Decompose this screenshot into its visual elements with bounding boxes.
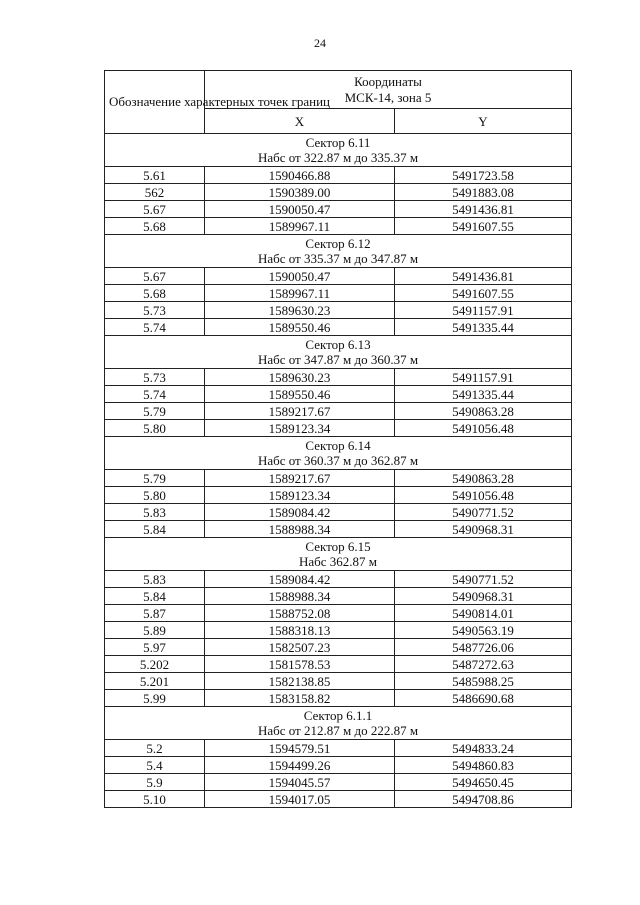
point-id-cell: 5.83	[105, 571, 205, 588]
x-coordinate-cell: 1594045.57	[205, 774, 395, 791]
sector-title: Сектор 6.15	[305, 539, 371, 554]
sector-header-row	[105, 707, 572, 740]
table-row	[105, 167, 572, 184]
x-coordinate-cell: 1594017.05	[205, 791, 395, 808]
sector-title: Сектор 6.13	[305, 337, 371, 352]
table-row	[105, 605, 572, 622]
point-id-cell: 5.89	[105, 622, 205, 639]
sector-header-cell	[105, 538, 572, 571]
sector-header-row	[105, 134, 572, 167]
y-coordinate-cell: 5490563.19	[395, 622, 572, 639]
y-coordinate-cell: 5487726.06	[395, 639, 572, 656]
table-row	[105, 403, 572, 420]
y-coordinate-cell: 5490814.01	[395, 605, 572, 622]
table-row	[105, 285, 572, 302]
sector-header-row	[105, 235, 572, 268]
x-coordinate-cell: 1590466.88	[205, 167, 395, 184]
y-coordinate-cell: 5490771.52	[395, 571, 572, 588]
table-row	[105, 184, 572, 201]
x-column-header: X	[205, 109, 395, 134]
x-coordinate-cell: 1589084.42	[205, 571, 395, 588]
table-row	[105, 673, 572, 690]
x-coordinate-cell: 1588318.13	[205, 622, 395, 639]
point-id-cell: 5.79	[105, 403, 205, 420]
y-coordinate-cell: 5491607.55	[395, 218, 572, 235]
sector-header-cell	[105, 235, 572, 268]
x-coordinate-cell: 1589084.42	[205, 504, 395, 521]
table-header-row	[105, 71, 572, 109]
table-row	[105, 690, 572, 707]
y-coordinate-cell: 5490863.28	[395, 403, 572, 420]
point-id-cell: 5.73	[105, 302, 205, 319]
coordinates-title: Координаты	[354, 73, 422, 89]
y-coordinate-cell: 5490968.31	[395, 521, 572, 538]
y-column-header: Y	[395, 109, 572, 134]
y-coordinate-cell: 5491056.48	[395, 420, 572, 437]
x-coordinate-cell: 1589217.67	[205, 403, 395, 420]
table-row	[105, 302, 572, 319]
point-id-cell: 5.4	[105, 757, 205, 774]
point-id-cell: 5.74	[105, 319, 205, 336]
table-row	[105, 622, 572, 639]
table-row	[105, 504, 572, 521]
table-row	[105, 487, 572, 504]
point-id-cell: 5.84	[105, 588, 205, 605]
y-coordinate-cell: 5491607.55	[395, 285, 572, 302]
point-id-cell: 5.87	[105, 605, 205, 622]
y-coordinate-cell: 5491157.91	[395, 302, 572, 319]
y-coordinate-cell: 5491723.58	[395, 167, 572, 184]
point-id-cell: 5.67	[105, 201, 205, 218]
x-coordinate-cell: 1581578.53	[205, 656, 395, 673]
table-row	[105, 268, 572, 285]
x-coordinate-cell: 1590389.00	[205, 184, 395, 201]
y-coordinate-cell: 5485988.25	[395, 673, 572, 690]
point-id-cell: 5.61	[105, 167, 205, 184]
y-coordinate-cell: 5491335.44	[395, 319, 572, 336]
point-id-cell: 5.80	[105, 487, 205, 504]
x-coordinate-cell: 1589123.34	[205, 487, 395, 504]
y-coordinate-cell: 5491056.48	[395, 487, 572, 504]
sector-header-row	[105, 538, 572, 571]
sector-title: Сектор 6.14	[305, 438, 371, 453]
table-row	[105, 740, 572, 757]
point-id-cell: 5.83	[105, 504, 205, 521]
x-coordinate-cell: 1589550.46	[205, 386, 395, 403]
table-row	[105, 639, 572, 656]
x-coordinate-cell: 1590050.47	[205, 268, 395, 285]
coordinate-system: МСК-14, зона 5	[344, 89, 432, 105]
sector-height-range: Набс от 360.37 м до 362.87 м	[257, 453, 419, 468]
point-id-cell: 5.202	[105, 656, 205, 673]
y-coordinate-cell: 5491436.81	[395, 268, 572, 285]
y-coordinate-cell: 5491883.08	[395, 184, 572, 201]
x-coordinate-cell: 1589217.67	[205, 470, 395, 487]
table-row	[105, 369, 572, 386]
x-coordinate-cell: 1589630.23	[205, 302, 395, 319]
table-row	[105, 218, 572, 235]
table-row	[105, 571, 572, 588]
table-row	[105, 386, 572, 403]
point-id-cell: 5.99	[105, 690, 205, 707]
table-row	[105, 757, 572, 774]
sector-header-row	[105, 437, 572, 470]
table-row	[105, 201, 572, 218]
y-coordinate-cell: 5490863.28	[395, 470, 572, 487]
sector-height-range: Набс от 322.87 м до 335.37 м	[257, 150, 419, 165]
x-coordinate-cell: 1589967.11	[205, 218, 395, 235]
x-coordinate-cell: 1588752.08	[205, 605, 395, 622]
x-coordinate-cell: 1582138.85	[205, 673, 395, 690]
sector-header-cell	[105, 707, 572, 740]
x-coordinate-cell: 1582507.23	[205, 639, 395, 656]
table-row	[105, 588, 572, 605]
table-row	[105, 470, 572, 487]
point-id-cell: 5.201	[105, 673, 205, 690]
y-coordinate-cell: 5486690.68	[395, 690, 572, 707]
table-row	[105, 521, 572, 538]
x-coordinate-cell: 1588988.34	[205, 588, 395, 605]
sector-header-cell	[105, 336, 572, 369]
x-coordinate-cell: 1589123.34	[205, 420, 395, 437]
point-id-cell: 5.74	[105, 386, 205, 403]
y-coordinate-cell: 5491436.81	[395, 201, 572, 218]
table-row	[105, 656, 572, 673]
x-coordinate-cell: 1588988.34	[205, 521, 395, 538]
table-row	[105, 774, 572, 791]
sector-header-cell	[105, 134, 572, 167]
point-id-cell: 5.67	[105, 268, 205, 285]
y-coordinate-cell: 5494833.24	[395, 740, 572, 757]
points-column-header: Обозначение характерных точек границ	[105, 71, 205, 134]
point-id-cell: 5.10	[105, 791, 205, 808]
y-coordinate-cell: 5490771.52	[395, 504, 572, 521]
coordinates-table	[104, 70, 572, 808]
sector-title: Сектор 6.11	[305, 135, 371, 150]
point-id-cell: 5.2	[105, 740, 205, 757]
point-id-cell: 5.68	[105, 285, 205, 302]
sector-height-range: Набс от 335.37 м до 347.87 м	[257, 251, 419, 266]
point-id-cell: 5.97	[105, 639, 205, 656]
y-coordinate-cell: 5491335.44	[395, 386, 572, 403]
x-coordinate-cell: 1583158.82	[205, 690, 395, 707]
table-row	[105, 420, 572, 437]
x-coordinate-cell: 1589967.11	[205, 285, 395, 302]
sector-height-range: Набс от 347.87 м до 360.37 м	[257, 352, 419, 367]
y-coordinate-cell: 5494650.45	[395, 774, 572, 791]
x-coordinate-cell: 1589630.23	[205, 369, 395, 386]
point-id-cell: 5.68	[105, 218, 205, 235]
y-coordinate-cell: 5487272.63	[395, 656, 572, 673]
x-coordinate-cell: 1594499.26	[205, 757, 395, 774]
point-id-cell: 5.80	[105, 420, 205, 437]
y-coordinate-cell: 5490968.31	[395, 588, 572, 605]
y-coordinate-cell: 5491157.91	[395, 369, 572, 386]
point-id-cell: 562	[105, 184, 205, 201]
sector-header-row	[105, 336, 572, 369]
y-coordinate-cell: 5494708.86	[395, 791, 572, 808]
sector-title: Сектор 6.12	[305, 236, 371, 251]
point-id-cell: 5.73	[105, 369, 205, 386]
point-id-cell: 5.79	[105, 470, 205, 487]
table-row	[105, 791, 572, 808]
x-coordinate-cell: 1589550.46	[205, 319, 395, 336]
y-coordinate-cell: 5494860.83	[395, 757, 572, 774]
sector-title: Сектор 6.1.1	[303, 708, 373, 723]
point-id-cell: 5.84	[105, 521, 205, 538]
x-coordinate-cell: 1594579.51	[205, 740, 395, 757]
point-id-cell: 5.9	[105, 774, 205, 791]
page-number: 24	[314, 36, 326, 50]
x-coordinate-cell: 1590050.47	[205, 201, 395, 218]
sector-header-cell	[105, 437, 572, 470]
sector-height-range: Набс от 212.87 м до 222.87 м	[257, 723, 419, 738]
table-row	[105, 319, 572, 336]
sector-height-range: Набс 362.87 м	[298, 554, 378, 569]
